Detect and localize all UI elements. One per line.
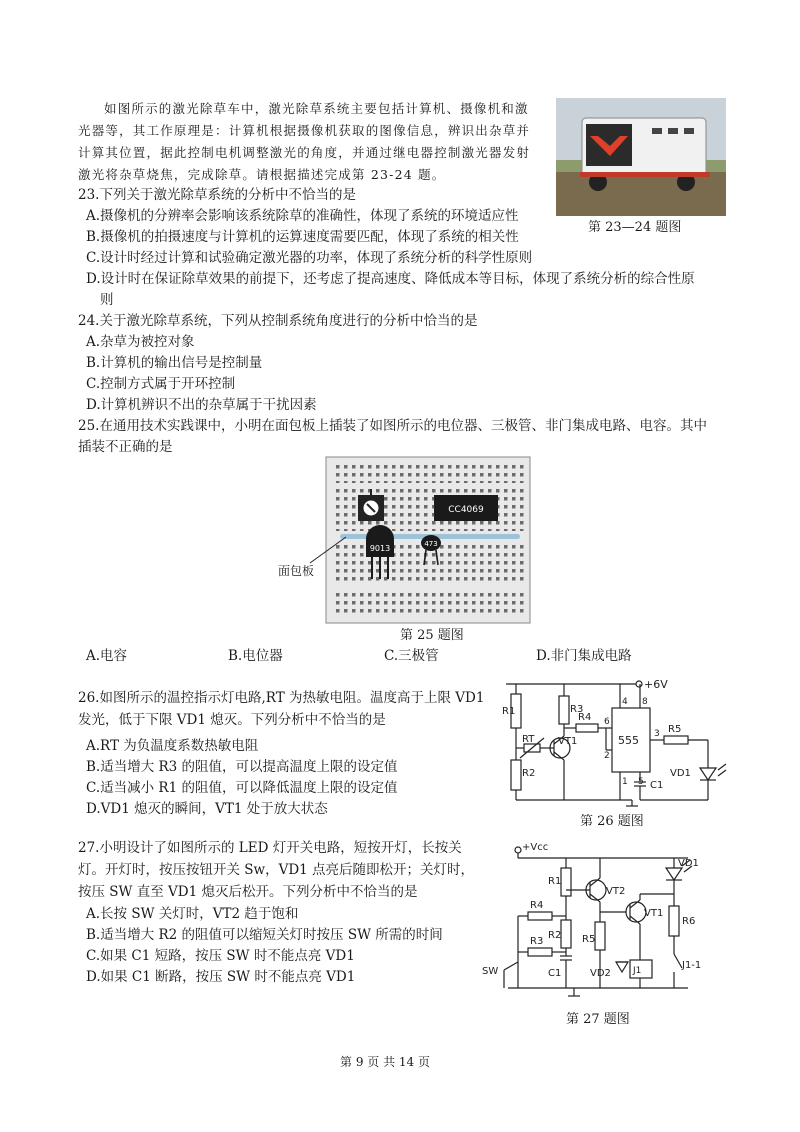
pin-4: 4 xyxy=(622,697,628,707)
vd1-label: VD1 xyxy=(670,768,691,779)
vt1-27-label: VT1 xyxy=(644,908,664,919)
pin-6: 6 xyxy=(604,717,610,727)
q25-stem-line-1: 25.在通用技术实践课中，小明在面包板上插装了如图所示的电位器、三极管、非门集成电路、电容。其中 xyxy=(78,418,707,434)
ic-label: 555 xyxy=(618,734,639,747)
cc4069-chip xyxy=(434,495,498,521)
q27-option-d: D.如果 C1 断路，按压 SW 时不能点亮 VD1 xyxy=(86,969,356,985)
r2-27-label: R2 xyxy=(548,930,562,941)
r2-label: R2 xyxy=(522,768,536,779)
q25-option-a: A.电容 xyxy=(86,648,128,664)
q23-option-a: A.摄像机的分辨率会影响该系统除草的准确性，体现了系统的环境适应性 xyxy=(86,208,519,224)
capacitor-label: 473 xyxy=(424,540,438,548)
vcc-label: +Vcc xyxy=(522,842,549,853)
q23-option-d-cont: 则 xyxy=(100,292,114,308)
breadboard-label: 面包板 xyxy=(278,564,315,578)
q23-option-b: B.摄像机的拍摄速度与计算机的运算速度需要匹配，体现了系统的相关性 xyxy=(86,229,519,245)
q25-option-b: B.电位器 xyxy=(228,648,283,664)
r4-label: R4 xyxy=(578,712,592,723)
q27-stem-line-3: 按压 SW 直至 VD1 熄灭后松开。下列分析中不恰当的是 xyxy=(78,884,418,900)
q27-option-a: A.长按 SW 关灯时，VT2 趋于饱和 xyxy=(86,906,299,922)
pin-3: 3 xyxy=(654,729,660,739)
q27-option-b: B.适当增大 R2 的阻值可以缩短关灯时按压 SW 所需的时间 xyxy=(86,927,443,943)
vd1-27-label: VD1 xyxy=(678,858,699,869)
intro-line-1: 如图所示的激光除草车中，激光除草系统主要包括计算机、摄像机和激 xyxy=(104,101,529,116)
q24-option-a: A.杂草为被控对象 xyxy=(86,334,195,350)
vt2-label: VT2 xyxy=(606,886,626,897)
r1-27-label: R1 xyxy=(548,876,562,887)
supply-label: +6V xyxy=(644,678,668,691)
r3-label: R3 xyxy=(570,704,584,715)
q24-option-c: C.控制方式属于开环控制 xyxy=(86,376,236,392)
q26-stem-line-1: 26.如图所示的温控指示灯电路,RT 为热敏电阻。温度高于上限 VD1 xyxy=(78,690,485,706)
r1-label: R1 xyxy=(502,706,516,717)
q27-stem-line-2: 灯。开灯时，按压按钮开关 Sw，VD1 点亮后随即松开；关灯时， xyxy=(78,862,475,878)
vd2-label: VD2 xyxy=(590,968,611,979)
pin-5: 5 xyxy=(638,777,644,787)
breadboard-figure xyxy=(270,455,540,625)
q27-option-c: C.如果 C1 短路，按压 SW 时不能点亮 VD1 xyxy=(86,948,355,964)
q23-option-c: C.设计时经过计算和试验确定激光器的功率，体现了系统分析的科学性原则 xyxy=(86,250,533,266)
vt1-label: VT1 xyxy=(558,736,578,747)
q23-option-d: D.设计时在保证除草效果的前提下，还考虑了提高速度、降低成本等目标，体现了系统分析的综合性原 xyxy=(86,271,695,287)
circuit-27 xyxy=(478,838,728,1008)
r5-27-label: R5 xyxy=(582,934,596,945)
j1-label: J1 xyxy=(633,966,642,976)
figure-caption-26: 第 26 题图 xyxy=(580,814,644,829)
pin-1: 1 xyxy=(622,777,628,787)
q26-option-d: D.VD1 熄灭的瞬间，VT1 处于放大状态 xyxy=(86,801,328,817)
sw-label: SW xyxy=(482,966,499,977)
pin-2: 2 xyxy=(604,751,610,761)
q27-stem-line-1: 27.小明设计了如图所示的 LED 灯开关电路，短按开灯，长按关 xyxy=(78,840,462,856)
r3-27-label: R3 xyxy=(530,936,544,947)
q24-option-b: B.计算机的输出信号是控制量 xyxy=(86,355,263,371)
j1-1-label: J1-1 xyxy=(682,960,702,971)
q23-stem: 23.下列关于激光除草系统的分析中不恰当的是 xyxy=(78,187,356,203)
figure-caption-27: 第 27 题图 xyxy=(566,1012,630,1027)
intro-line-2: 光器等，其工作原理是：计算机根据摄像机获取的图像信息，辨识出杂草并 xyxy=(78,123,531,138)
laser-weeder-photo xyxy=(556,98,726,216)
q26-option-b: B.适当增大 R3 的阻值，可以提高温度上限的设定值 xyxy=(86,759,398,775)
rt-label: RT xyxy=(522,734,535,745)
r6-label: R6 xyxy=(682,916,696,927)
q25-option-c: C.三极管 xyxy=(384,648,439,664)
page-number: 第 9 页 共 14 页 xyxy=(340,1055,430,1069)
q26-stem-line-2: 发光，低于下限 VD1 熄灭。下列分析中不恰当的是 xyxy=(78,712,386,728)
q26-option-a: A.RT 为负温度系数热敏电阻 xyxy=(86,738,259,754)
q24-option-d: D.计算机辨识不出的杂草属于干扰因素 xyxy=(86,397,317,413)
q26-option-c: C.适当减小 R1 的阻值，可以降低温度上限的设定值 xyxy=(86,780,398,796)
figure-caption-25: 第 25 题图 xyxy=(400,628,464,643)
r4-27-label: R4 xyxy=(530,900,544,911)
q24-stem: 24.关于激光除草系统，下列从控制系统角度进行的分析中恰当的是 xyxy=(78,313,478,329)
pin-8: 8 xyxy=(642,697,648,707)
figure-caption-23-24: 第 23—24 题图 xyxy=(588,220,682,235)
r5-label: R5 xyxy=(668,724,682,735)
c1-label: C1 xyxy=(650,780,664,791)
c1-27-label: C1 xyxy=(548,968,562,979)
intro-line-3: 计算其位置，据此控制电机调整激光的角度，并通过继电器控制激光器发射 xyxy=(78,145,531,160)
transistor-label: 9013 xyxy=(369,544,391,553)
circuit-26 xyxy=(494,672,730,810)
chip-label: CC4069 xyxy=(448,505,484,515)
intro-line-4: 激光将杂草烧焦，完成除草。请根据描述完成第 23-24 题。 xyxy=(78,167,446,182)
q25-option-d: D.非门集成电路 xyxy=(536,648,632,664)
q25-stem-line-2: 插装不正确的是 xyxy=(78,439,173,455)
